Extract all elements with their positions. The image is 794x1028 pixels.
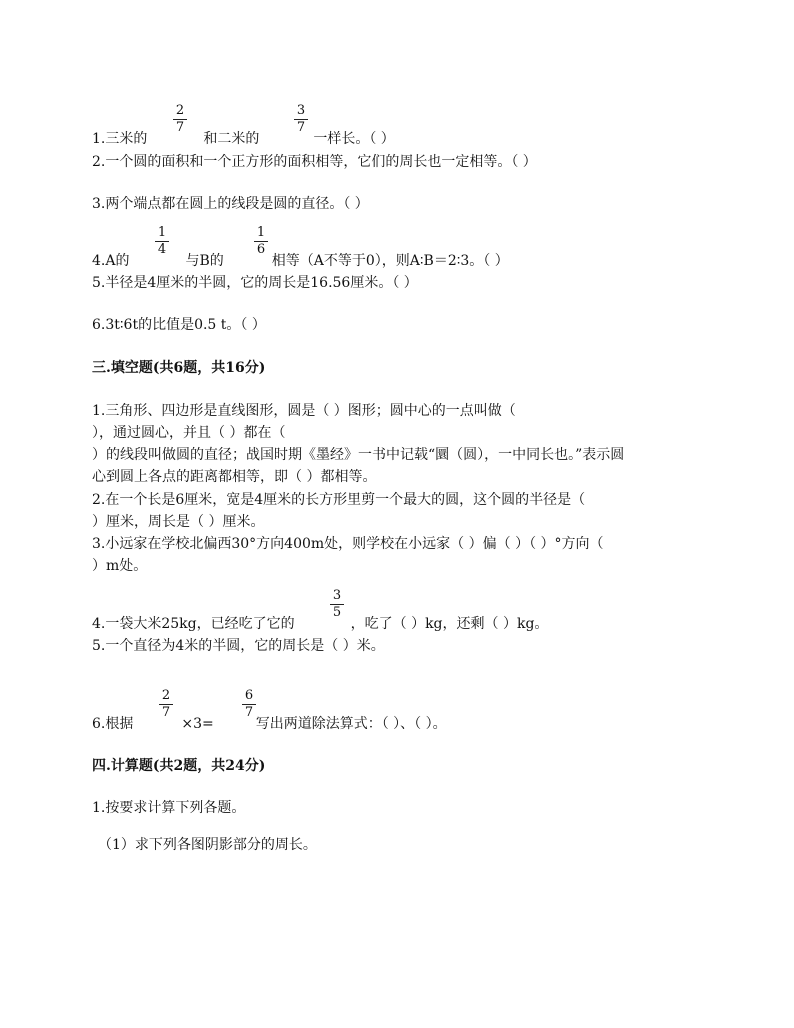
calc-q1: 1.按要求计算下列各题。 bbox=[92, 800, 246, 816]
fill-q3-line1: 3.小远家在学校北偏西30°方向400m处，则学校在小远家（ ）偏（ ）（ ）°方向（ bbox=[92, 536, 604, 552]
fraction-2-7: 2 7 bbox=[171, 104, 189, 135]
fill-q1-line4: 心到圆上各点的距离都相等，即（ ）都相等。 bbox=[92, 469, 377, 485]
judge-q4: 4.A的 与B的 相等（A不等于0），则A∶B＝2∶3。（ ） bbox=[92, 253, 509, 269]
section-fill-heading: 三.填空题(共6题，共16分) bbox=[92, 360, 266, 376]
calc-q1-sub1: （1）求下列各图阴影部分的周长。 bbox=[98, 837, 317, 853]
judge-q2: 2.一个圆的面积和一个正方形的面积相等，它们的周长也一定相等。（ ） bbox=[92, 154, 537, 170]
fill-q5: 5.一个直径为4米的半圆，它的周长是（ ）米。 bbox=[92, 638, 385, 654]
fill-q4: 4.一袋大米25kg，已经吃了它的 ，吃了（ ）kg，还剩（ ）kg。 bbox=[92, 616, 549, 632]
fill-q1-line3: ）的线段叫做圆的直径；战国时期《墨经》一书中记载“圜（圆），一中同长也。”表示圆 bbox=[92, 447, 625, 463]
judge-q5: 5.半径是4厘米的半圆，它的周长是16.56厘米。（ ） bbox=[92, 275, 418, 291]
fill-q3-line2: ）m处。 bbox=[92, 558, 148, 574]
judge-q6: 6.3t∶6t的比值是0.5 t。（ ） bbox=[92, 317, 266, 333]
fraction-6-7: 6 7 bbox=[240, 689, 258, 720]
fill-q1-line1: 1.三角形、四边形是直线图形，圆是（ ）图形；圆中心的一点叫做（ bbox=[92, 403, 516, 419]
fraction-2-7-b: 2 7 bbox=[157, 689, 175, 720]
fill-q2-line2: ）厘米，周长是（ ）厘米。 bbox=[92, 514, 265, 530]
fill-q6: 6.根据 ×3= 写出两道除法算式：（ ）、（ ）。 bbox=[92, 716, 447, 732]
judge-q1: 1.三米的 和二米的 一样长。（ ） bbox=[92, 131, 395, 147]
fraction-3-7: 3 7 bbox=[292, 104, 310, 135]
fill-q1-line2: ），通过圆心，并且（ ）都在（ bbox=[92, 425, 286, 441]
fraction-1-6: 1 6 bbox=[252, 226, 270, 257]
fraction-3-5: 3 5 bbox=[328, 589, 346, 620]
section-calc-heading: 四.计算题(共2题，共24分) bbox=[92, 758, 266, 774]
judge-q3: 3.两个端点都在圆上的线段是圆的直径。（ ） bbox=[92, 196, 369, 212]
fill-q2-line1: 2.在一个长是6厘米，宽是4厘米的长方形里剪一个最大的圆，这个圆的半径是（ bbox=[92, 492, 586, 508]
fraction-1-4: 1 4 bbox=[153, 226, 171, 257]
